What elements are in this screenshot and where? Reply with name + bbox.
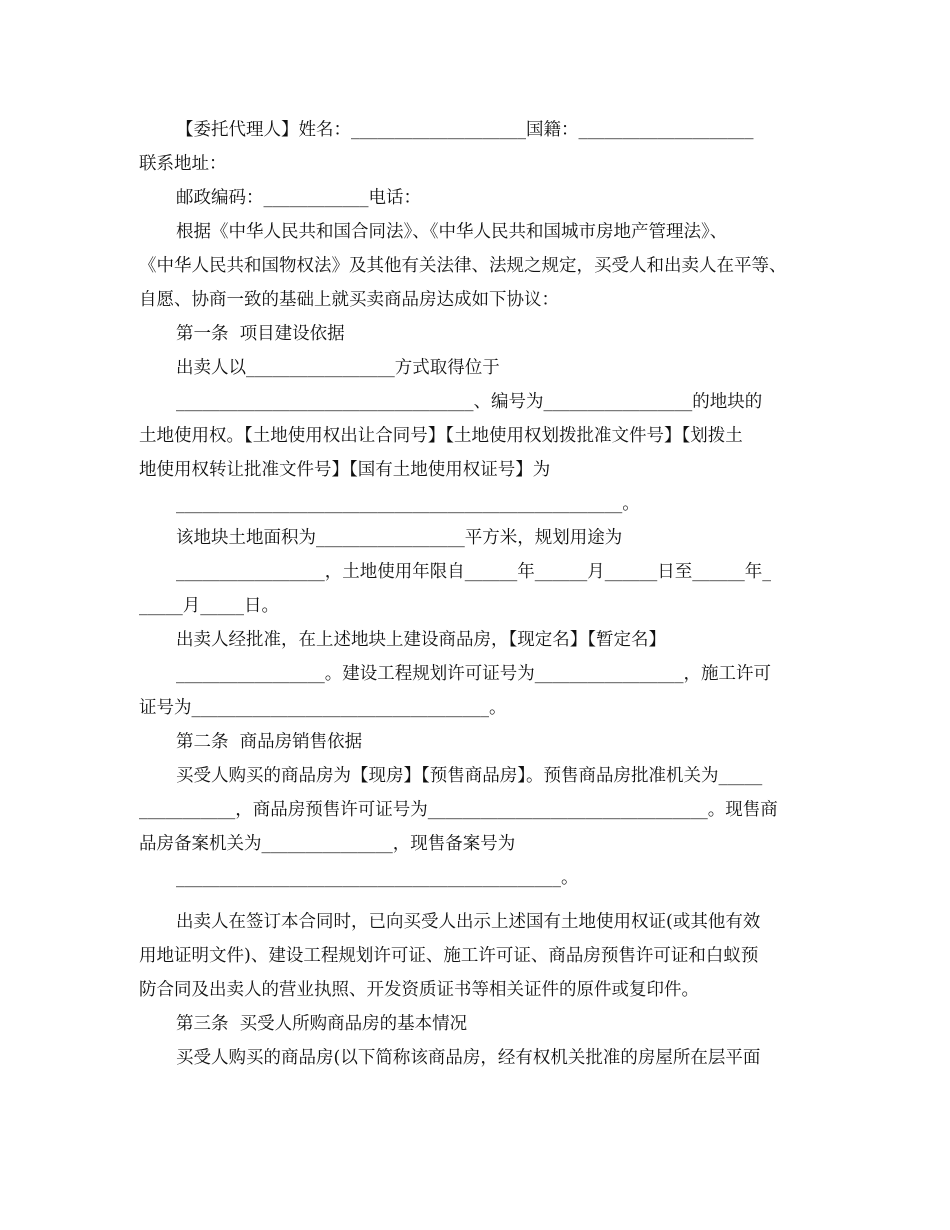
article-2-para-2-line-3: 防合同及出卖人的营业执照、开发资质证书等相关证件的原件或复印件。 (139, 980, 699, 1000)
permit-number-line: 证号为__________________________________。 (139, 698, 507, 718)
article-1-line-4: 地使用权转让批准文件号】【国有土地使用权证号】为 (139, 460, 551, 480)
agent-name-nationality-line: 【委托代理人】姓名：____________________国籍：____________________ (176, 120, 754, 140)
article-2-line-1: 买受人购买的商品房为【现房】【预售商品房】。预售商品房批准机关为_____ (176, 766, 763, 786)
article-1-line-5: ___________________________________________________。 (176, 494, 640, 514)
preamble-line-1: 根据《中华人民共和国合同法》、《中华人民共和国城市房地产管理法》、 (176, 222, 728, 242)
article-2-para-2-line-1: 出卖人在签订本合同时，已向买受人出示上述国有土地使用权证(或其他有效 (176, 912, 761, 932)
project-name-line-2: _________________。建设工程规划许可证号为_________________，施工许可 (176, 664, 771, 684)
article-2-line-4: ____________________________________________。 (176, 868, 579, 888)
land-area-line: 该地块土地面积为_________________平方米，规划用途为 (176, 528, 623, 548)
article-1-line-2: __________________________________、编号为_________________的地块的 (176, 392, 763, 412)
contact-address-line: 联系地址： (139, 154, 227, 174)
article-1-line-1: 出卖人以_________________方式取得位于 (176, 358, 500, 378)
project-name-line-1: 出卖人经批准，在上述地块上建设商品房，【现定名】【暂定名】 (176, 630, 666, 650)
article-1-heading: 第一条 项目建设依据 (176, 324, 345, 344)
article-3-heading: 第三条 买受人所购商品房的基本情况 (176, 1014, 468, 1034)
article-2-line-3: 品房备案机关为_______________，现售备案号为 (139, 834, 516, 854)
preamble-line-3: 自愿、协商一致的基础上就买卖商品房达成如下协议： (139, 290, 559, 310)
article-1-line-3: 土地使用权。【土地使用权出让合同号】【土地使用权划拨批准文件号】【划拨土 (139, 426, 743, 446)
preamble-line-2: 《中华人民共和国物权法》及其他有关法律、法规之规定，买受人和出卖人在平等、 (139, 256, 787, 276)
land-term-line-2: _____月_____日。 (139, 596, 279, 616)
article-3-line-1: 买受人购买的商品房(以下简称该商品房，经有权机关批准的房屋所在层平面 (176, 1048, 761, 1068)
land-term-line-1: _________________，土地使用年限自______年______月______日至______年_ (176, 562, 771, 582)
article-2-para-2-line-2: 用地证明文件)、建设工程规划许可证、施工许可证、商品房预售许可证和白蚁预 (139, 946, 759, 966)
article-2-line-2: ___________，商品房预售许可证号为________________________________。现售商 (139, 800, 778, 820)
article-2-heading: 第二条 商品房销售依据 (176, 732, 363, 752)
postal-code-phone-line: 邮政编码：____________电话： (176, 188, 421, 208)
